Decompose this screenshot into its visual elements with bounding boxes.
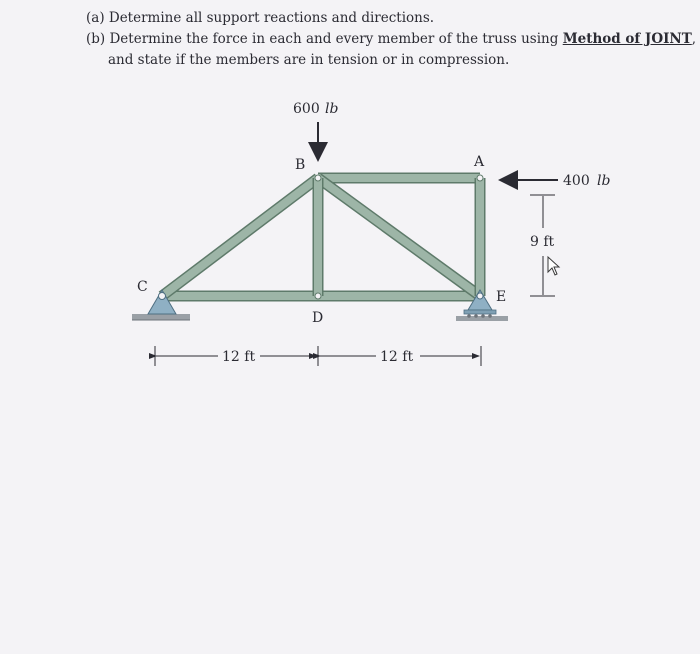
pin-a	[477, 175, 483, 181]
part-b-punct: ,	[691, 31, 697, 47]
load-horizontal-value: 400	[563, 173, 590, 189]
part-b-continued: and state if the members are in tension or in compression.	[108, 52, 510, 68]
dim-right-label: 12 ft	[380, 349, 414, 365]
dim-height-label: 9 ft	[530, 234, 555, 250]
load-horizontal-unit: lb	[597, 173, 611, 189]
truss-members	[162, 178, 480, 296]
part-b-text: (b) Determine the force in each and every member of the truss using	[86, 31, 563, 47]
joint-label-d: D	[312, 310, 324, 326]
part-a: (a) Determine all support reactions and directions.	[86, 10, 435, 26]
joint-label-a: A	[474, 154, 485, 170]
dim-left-label: 12 ft	[222, 349, 256, 365]
pin-d	[315, 293, 321, 299]
joint-label-e: E	[496, 289, 507, 305]
method-of-joint-emphasis: Method of JOINT	[562, 31, 692, 47]
joint-label-b: B	[295, 157, 306, 173]
joint-label-c: C	[137, 279, 148, 295]
load-vertical-unit: lb	[325, 101, 339, 117]
load-vertical-value: 600	[293, 101, 320, 117]
mouse-cursor-icon	[548, 257, 559, 275]
pin-b	[315, 175, 321, 181]
ground-left	[132, 314, 190, 320]
dim-horizontal-line	[155, 346, 481, 366]
member-bc	[162, 178, 318, 296]
member-be	[318, 178, 480, 296]
